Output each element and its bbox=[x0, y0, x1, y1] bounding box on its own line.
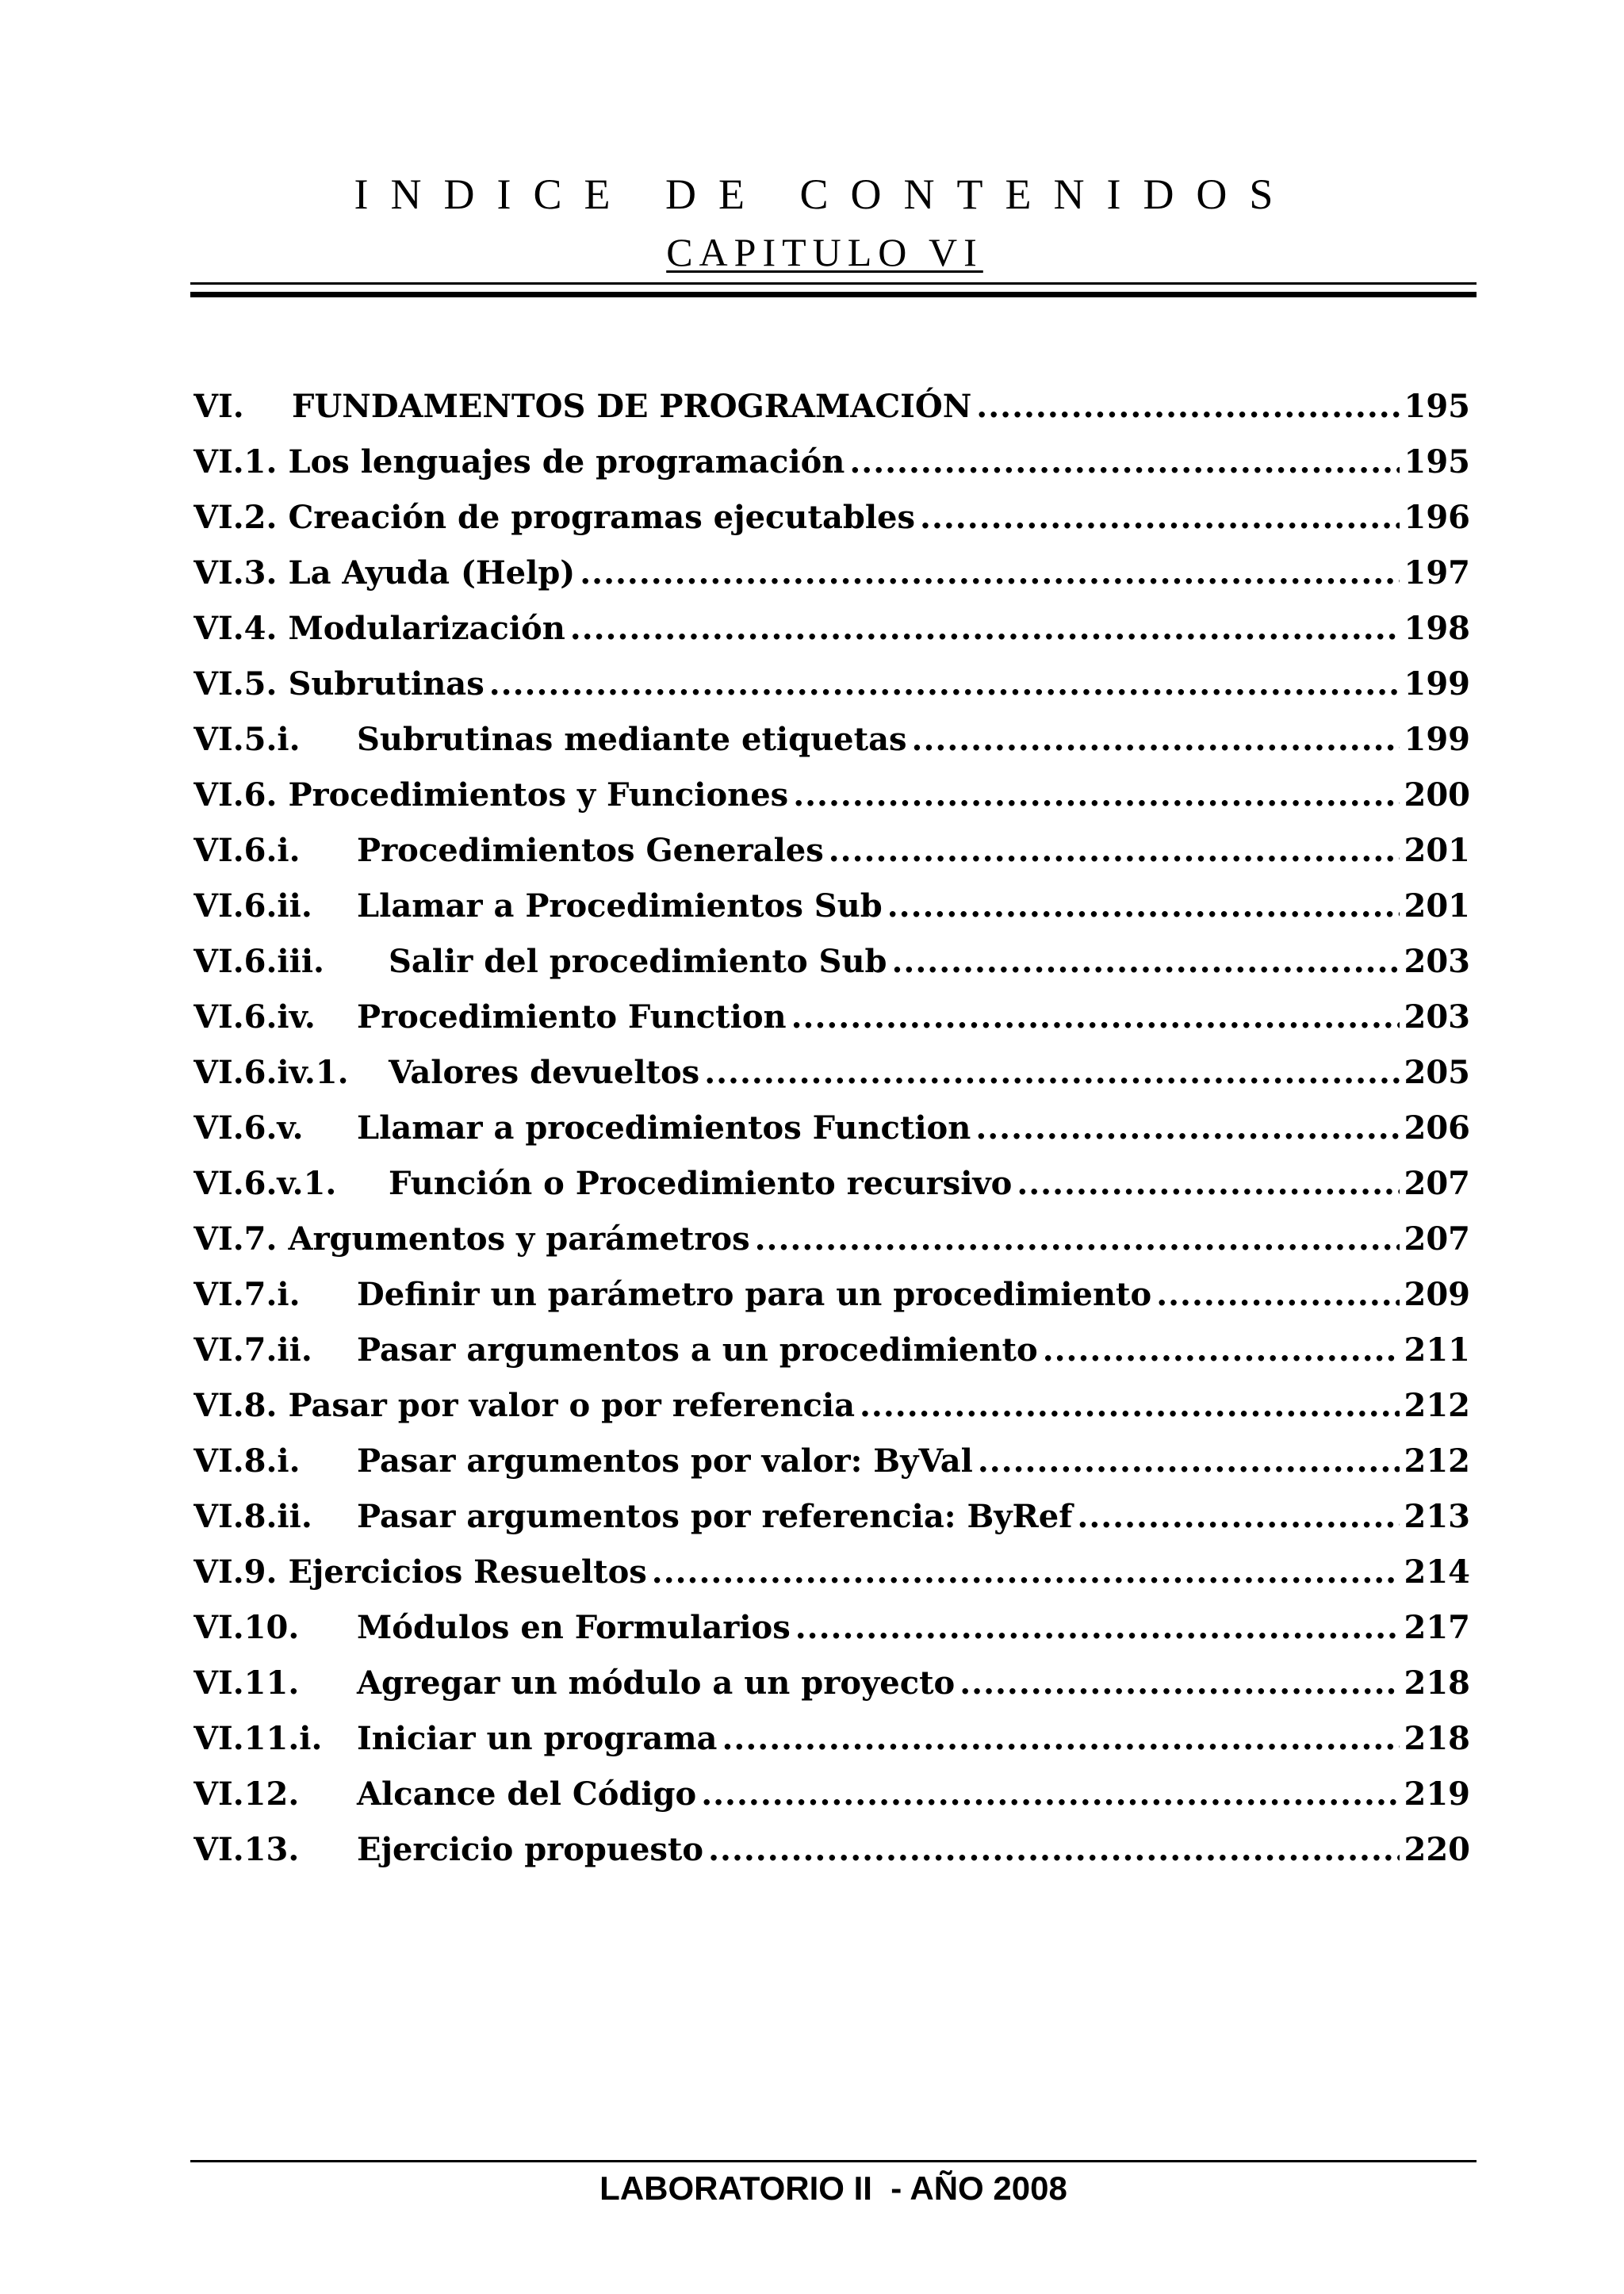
toc-entry-page: 211 bbox=[1404, 1331, 1470, 1369]
toc-entry-page: 207 bbox=[1404, 1165, 1470, 1202]
toc-entry bbox=[193, 823, 1470, 879]
dot-leader bbox=[795, 1600, 1400, 1656]
toc-entry-title: Llamar a Procedimientos Sub bbox=[357, 887, 883, 925]
dot-leader bbox=[791, 990, 1400, 1045]
dot-leader bbox=[978, 1434, 1400, 1489]
header-rule-thin bbox=[190, 282, 1477, 285]
dot-leader bbox=[912, 712, 1400, 768]
toc-entry bbox=[193, 546, 1470, 601]
page-footer: LABORATORIO II - AÑO 2008 bbox=[599, 2170, 1067, 2207]
toc-entry-title: Pasar argumentos por valor: ByVal bbox=[357, 1442, 973, 1480]
toc-entry-page: 218 bbox=[1404, 1664, 1470, 1702]
dot-leader bbox=[580, 546, 1399, 601]
toc-entry bbox=[193, 1378, 1470, 1434]
dot-leader bbox=[793, 768, 1399, 823]
dot-leader bbox=[976, 379, 1399, 435]
toc-entry-title: Procedimientos y Funciones bbox=[288, 776, 789, 814]
dot-leader bbox=[704, 1045, 1399, 1101]
toc-entry-page: 197 bbox=[1404, 554, 1470, 592]
dot-leader bbox=[829, 823, 1400, 879]
toc-entry-page: 199 bbox=[1404, 721, 1470, 758]
toc-entry-page: 203 bbox=[1404, 943, 1470, 980]
dot-leader bbox=[1017, 1156, 1399, 1212]
toc-entry-page: 195 bbox=[1404, 388, 1470, 425]
toc-entry-page: 207 bbox=[1404, 1220, 1470, 1258]
toc-entry-number: VI.6.v. bbox=[193, 1109, 304, 1147]
toc-entry bbox=[193, 379, 1470, 435]
toc-entry-page: 200 bbox=[1404, 776, 1470, 814]
dot-leader bbox=[959, 1656, 1399, 1711]
toc-entry-title: Ejercicio propuesto bbox=[357, 1831, 704, 1868]
dot-leader bbox=[701, 1767, 1399, 1822]
toc-entry-number: VI.11. bbox=[193, 1664, 300, 1702]
toc-entry-title: Subrutinas mediante etiquetas bbox=[357, 721, 907, 758]
toc-entry bbox=[193, 1323, 1470, 1378]
dot-leader bbox=[849, 435, 1399, 490]
toc-entry bbox=[193, 934, 1470, 990]
toc-entry-page: 218 bbox=[1404, 1720, 1470, 1757]
dot-leader bbox=[887, 879, 1400, 934]
toc-entry-page: 206 bbox=[1404, 1109, 1470, 1147]
toc-entry-title: Salir del procedimiento Sub bbox=[389, 943, 887, 980]
toc-entry bbox=[193, 435, 1470, 490]
toc-entry-page: 198 bbox=[1404, 610, 1470, 647]
toc-entry-page: 203 bbox=[1404, 998, 1470, 1036]
toc-entry bbox=[193, 1489, 1470, 1545]
toc-entry bbox=[193, 1434, 1470, 1489]
toc-entry-number: VI.6.ii. bbox=[193, 887, 312, 925]
toc-entry-number: VI.4. bbox=[193, 610, 278, 647]
toc-entry-number: VI.7.ii. bbox=[193, 1331, 312, 1369]
dot-leader bbox=[652, 1545, 1400, 1600]
toc-entry bbox=[193, 1212, 1470, 1267]
toc-entry-number: VI.7.i. bbox=[193, 1276, 301, 1313]
toc-entry-page: 205 bbox=[1404, 1054, 1470, 1091]
chapter-title bbox=[190, 228, 1459, 276]
toc-entry-number: VI.6.iv. bbox=[193, 998, 316, 1036]
toc-entry-page: 199 bbox=[1404, 665, 1470, 703]
toc-entry-number: VI.1. bbox=[193, 443, 278, 481]
dot-leader bbox=[1156, 1267, 1399, 1323]
dot-leader bbox=[570, 601, 1400, 657]
dot-leader bbox=[1077, 1489, 1399, 1545]
toc-entry-title: Pasar argumentos por referencia: ByRef bbox=[357, 1498, 1073, 1535]
toc-entry bbox=[193, 1267, 1470, 1323]
toc-entry-title: Valores devueltos bbox=[389, 1054, 700, 1091]
toc-entry-page: 196 bbox=[1404, 499, 1470, 536]
dot-leader bbox=[1043, 1323, 1400, 1378]
toc-entry-number: VI.3. bbox=[193, 554, 278, 592]
table-of-contents bbox=[193, 379, 1470, 1878]
toc-entry-number: VI.9. bbox=[193, 1553, 278, 1591]
toc-entry-page: 195 bbox=[1404, 443, 1470, 481]
dot-leader bbox=[755, 1212, 1400, 1267]
toc-entry-page: 212 bbox=[1404, 1442, 1470, 1480]
toc-entry-number: VI.8.i. bbox=[193, 1442, 301, 1480]
toc-entry bbox=[193, 879, 1470, 934]
toc-entry-title: FUNDAMENTOS DE PROGRAMACIÓN bbox=[292, 388, 972, 425]
toc-entry-number: VI.7. bbox=[193, 1220, 278, 1258]
toc-entry-page: 209 bbox=[1404, 1276, 1470, 1313]
toc-entry bbox=[193, 657, 1470, 712]
header-rule-thick bbox=[190, 292, 1477, 297]
toc-entry-number: VI.11.i. bbox=[193, 1720, 323, 1757]
toc-entry-title: Llamar a procedimientos Function bbox=[357, 1109, 971, 1147]
toc-entry-number: VI.6.iii. bbox=[193, 943, 324, 980]
toc-entry-page: 201 bbox=[1404, 832, 1470, 869]
toc-entry-number: VI.2. bbox=[193, 499, 278, 536]
toc-entry-title: La Ayuda (Help) bbox=[288, 554, 576, 592]
toc-entry bbox=[193, 1822, 1470, 1878]
dot-leader bbox=[860, 1378, 1400, 1434]
toc-entry bbox=[193, 990, 1470, 1045]
toc-entry-number: VI.12. bbox=[193, 1775, 300, 1813]
toc-entry-number: VI.5. bbox=[193, 665, 278, 703]
toc-entry-page: 220 bbox=[1404, 1831, 1470, 1868]
toc-entry-number: VI.5.i. bbox=[193, 721, 301, 758]
toc-entry-title: Definir un parámetro para un procedimiento bbox=[357, 1276, 1152, 1313]
dot-leader bbox=[489, 657, 1400, 712]
toc-entry-title: Módulos en Formularios bbox=[357, 1609, 791, 1646]
dot-leader bbox=[892, 934, 1400, 990]
toc-entry bbox=[193, 1656, 1470, 1711]
toc-entry bbox=[193, 601, 1470, 657]
chapter-title-text: CAPITULO VI bbox=[666, 230, 983, 274]
dot-leader bbox=[708, 1822, 1399, 1878]
toc-entry bbox=[193, 712, 1470, 768]
footer-rule bbox=[190, 2160, 1477, 2162]
toc-entry-page: 201 bbox=[1404, 887, 1470, 925]
toc-entry-title: Modularización bbox=[288, 610, 565, 647]
toc-entry-number: VI.10. bbox=[193, 1609, 300, 1646]
dot-leader bbox=[975, 1101, 1399, 1156]
toc-entry-title: Alcance del Código bbox=[357, 1775, 697, 1813]
toc-entry-number: VI.6.iv.1. bbox=[193, 1054, 349, 1091]
toc-entry-title: Pasar por valor o por referencia bbox=[288, 1387, 855, 1424]
toc-entry-number: VI.6.v.1. bbox=[193, 1165, 337, 1202]
dot-leader bbox=[920, 490, 1399, 546]
toc-entry bbox=[193, 1101, 1470, 1156]
toc-entry-title: Los lenguajes de programación bbox=[288, 443, 845, 481]
dot-leader bbox=[722, 1711, 1399, 1767]
toc-entry bbox=[193, 1156, 1470, 1212]
toc-entry bbox=[193, 768, 1470, 823]
toc-entry-title: Ejercicios Resueltos bbox=[288, 1553, 647, 1591]
toc-entry-page: 214 bbox=[1404, 1553, 1470, 1591]
toc-entry-number: VI.8. bbox=[193, 1387, 278, 1424]
toc-entry-title: Pasar argumentos a un procedimiento bbox=[357, 1331, 1038, 1369]
toc-entry-number: VI.13. bbox=[193, 1831, 300, 1868]
toc-entry-title: Procedimientos Generales bbox=[357, 832, 824, 869]
toc-entry-title: Creación de programas ejecutables bbox=[288, 499, 916, 536]
toc-entry-number: VI. bbox=[193, 388, 244, 425]
toc-entry-title: Procedimiento Function bbox=[357, 998, 787, 1036]
page-title: INDICE DE CONTENIDOS bbox=[354, 170, 1296, 218]
toc-entry bbox=[193, 1767, 1470, 1822]
toc-entry-title: Agregar un módulo a un proyecto bbox=[357, 1664, 956, 1702]
toc-entry-number: VI.8.ii. bbox=[193, 1498, 312, 1535]
toc-entry-number: VI.6.i. bbox=[193, 832, 301, 869]
toc-entry bbox=[193, 1545, 1470, 1600]
toc-entry bbox=[193, 1711, 1470, 1767]
toc-entry bbox=[193, 1045, 1470, 1101]
toc-entry-title: Iniciar un programa bbox=[357, 1720, 718, 1757]
toc-entry-title: Función o Procedimiento recursivo bbox=[389, 1165, 1013, 1202]
toc-entry-title: Argumentos y parámetros bbox=[288, 1220, 750, 1258]
toc-entry-title: Subrutinas bbox=[288, 665, 485, 703]
toc-entry-page: 212 bbox=[1404, 1387, 1470, 1424]
toc-entry bbox=[193, 490, 1470, 546]
toc-entry-page: 219 bbox=[1404, 1775, 1470, 1813]
toc-entry bbox=[193, 1600, 1470, 1656]
toc-entry-page: 213 bbox=[1404, 1498, 1470, 1535]
toc-entry-number: VI.6. bbox=[193, 776, 278, 814]
toc-entry-page: 217 bbox=[1404, 1609, 1470, 1646]
